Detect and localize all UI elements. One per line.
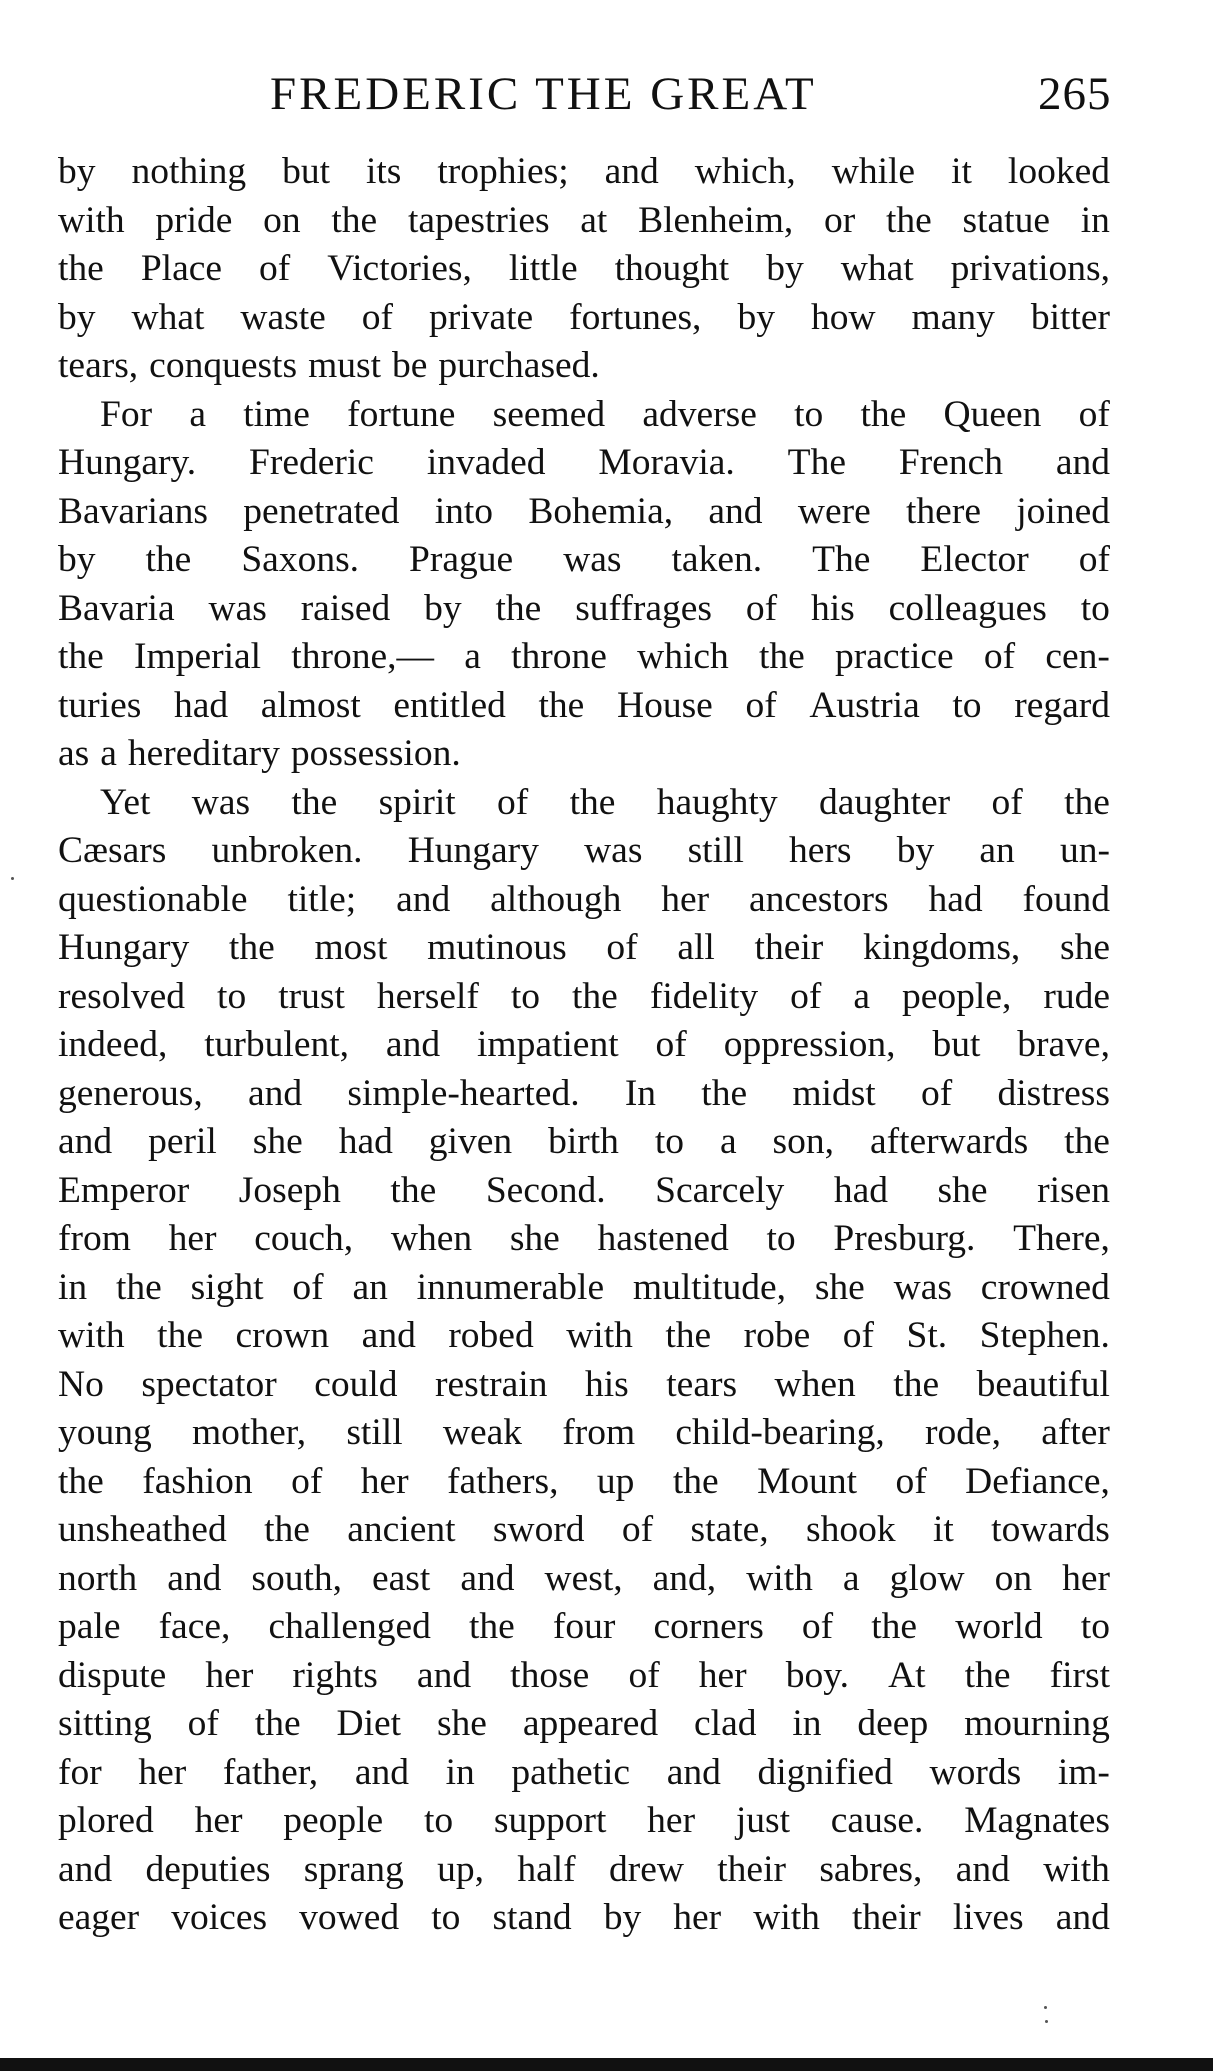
page-number: 265 <box>1038 68 1112 120</box>
text-line: Bavaria was raised by the suffrages of his colleagues to <box>58 587 1110 629</box>
print-speck <box>11 877 14 880</box>
text-line: No spectator could restrain his tears when the beautiful <box>58 1363 1110 1405</box>
text-line: by the Saxons. Prague was taken. The Elector of <box>58 539 1110 580</box>
text-line: the Place of Victories, little thought by what privations, <box>58 248 1110 289</box>
text-line: north and south, east and west, and, with a glow on her <box>58 1557 1110 1599</box>
text-line: eager voices vowed to stand by her with their lives and <box>58 1897 1110 1938</box>
text-line: tears, conquests must be purchased. <box>58 345 600 386</box>
text-line: by what waste of private fortunes, by how many bitter <box>58 296 1110 338</box>
text-line: unsheathed the ancient sword of state, shook it towards <box>58 1509 1110 1550</box>
text-line: as a hereditary possession. <box>58 733 461 774</box>
text-line: the Imperial throne,— a throne which the practice of cen- <box>58 636 1110 677</box>
text-line: questionable title; and although her ancestors had found <box>58 878 1110 920</box>
text-line: resolved to trust herself to the fidelity of a people, rude <box>58 975 1110 1017</box>
text-line: plored her people to support her just cause. Magnates <box>58 1800 1110 1841</box>
text-line: in the sight of an innumerable multitude, she was crowned <box>58 1266 1110 1308</box>
body-text <box>58 148 1110 1943</box>
text-line: Hungary the most mutinous of all their kingdoms, she <box>58 927 1110 968</box>
text-line: the fashion of her fathers, up the Mount of Defiance, <box>58 1460 1110 1502</box>
text-line: sitting of the Diet she appeared clad in deep mourning <box>58 1703 1110 1744</box>
text-line: for her father, and in pathetic and dignified words im- <box>58 1751 1110 1793</box>
text-line: from her couch, when she hastened to Presburg. There, <box>58 1218 1110 1259</box>
text-line: with the crown and robed with the robe of St. Stephen. <box>58 1315 1110 1356</box>
print-speck <box>1044 2006 1047 2009</box>
text-line: by nothing but its trophies; and which, while it looked <box>58 151 1110 192</box>
text-line: with pride on the tapestries at Blenheim, or the statue in <box>58 199 1110 241</box>
text-line: dispute her rights and those of her boy. At the first <box>58 1654 1110 1696</box>
text-line: For a time fortune seemed adverse to the Queen of <box>100 393 1110 435</box>
text-line: Cæsars unbroken. Hungary was still hers by an un- <box>58 830 1110 871</box>
text-line: pale face, challenged the four corners of the world to <box>58 1606 1110 1647</box>
text-line: Emperor Joseph the Second. Scarcely had she risen <box>58 1169 1110 1211</box>
text-line: Hungary. Frederic invaded Moravia. The French and <box>58 442 1110 483</box>
text-line: indeed, turbulent, and impatient of oppression, but brave, <box>58 1024 1110 1065</box>
text-line: turies had almost entitled the House of Austria to regard <box>58 684 1110 726</box>
text-line: and peril she had given birth to a son, afterwards the <box>58 1121 1110 1162</box>
text-line: generous, and simple-hearted. In the midst of distress <box>58 1072 1110 1114</box>
text-line: Bavarians penetrated into Bohemia, and were there joined <box>58 490 1110 532</box>
text-line: Yet was the spirit of the haughty daughter of the <box>100 781 1110 823</box>
running-title: FREDERIC THE GREAT <box>270 68 817 120</box>
print-speck <box>1045 2020 1048 2023</box>
text-line: young mother, still weak from child-bearing, rode, after <box>58 1412 1110 1453</box>
text-line: and deputies sprang up, half drew their sabres, and with <box>58 1848 1110 1890</box>
page-bottom-edge <box>0 2058 1213 2071</box>
